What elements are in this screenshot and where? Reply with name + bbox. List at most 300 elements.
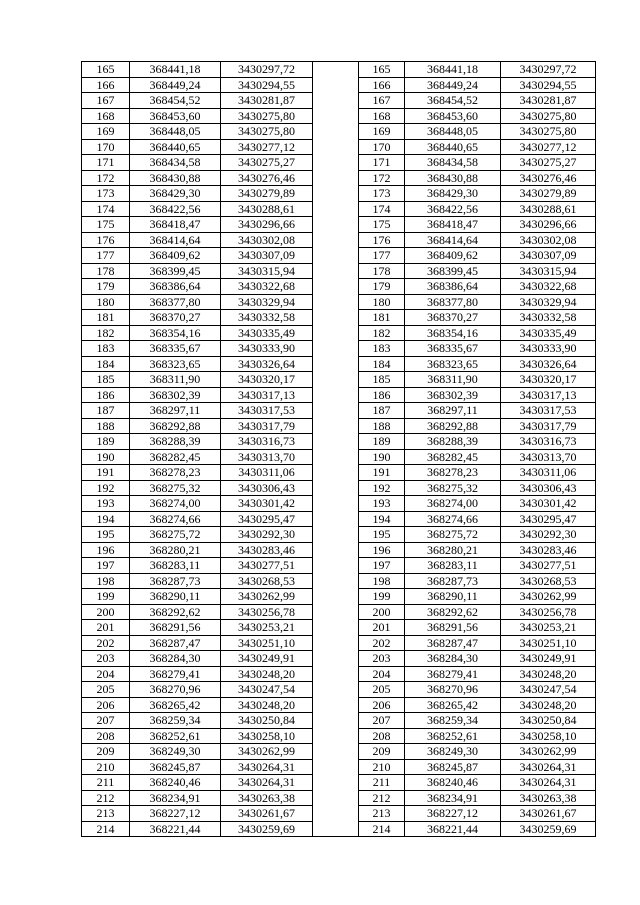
right-x-coordinate-cell: 368311,90 (405, 372, 501, 388)
right-y-coordinate-cell: 3430294,55 (501, 77, 596, 93)
left-y-coordinate-cell: 3430288,61 (221, 201, 313, 217)
table-row (82, 713, 596, 729)
left-y-coordinate-cell: 3430281,87 (221, 93, 313, 109)
column-gap (313, 527, 359, 543)
right-y-coordinate-cell: 3430268,53 (501, 573, 596, 589)
right-x-coordinate-cell: 368275,72 (405, 527, 501, 543)
left-point-number-cell: 205 (82, 682, 130, 698)
right-point-number-cell: 195 (359, 527, 405, 543)
right-x-coordinate-cell: 368284,30 (405, 651, 501, 667)
left-point-number-cell: 192 (82, 480, 130, 496)
left-x-coordinate-cell: 368454,52 (130, 93, 221, 109)
left-x-coordinate-cell: 368283,11 (130, 558, 221, 574)
left-x-coordinate-cell: 368249,30 (130, 744, 221, 760)
left-point-number-cell: 166 (82, 77, 130, 93)
table-row (82, 573, 596, 589)
table-row (82, 558, 596, 574)
left-point-number-cell: 201 (82, 620, 130, 636)
table-row (82, 759, 596, 775)
left-x-coordinate-cell: 368434,58 (130, 155, 221, 171)
right-x-coordinate-cell: 368245,87 (405, 759, 501, 775)
left-point-number-cell: 200 (82, 604, 130, 620)
right-x-coordinate-cell: 368297,11 (405, 403, 501, 419)
column-gap (313, 713, 359, 729)
right-x-coordinate-cell: 368252,61 (405, 728, 501, 744)
right-point-number-cell: 207 (359, 713, 405, 729)
right-x-coordinate-cell: 368434,58 (405, 155, 501, 171)
right-point-number-cell: 200 (359, 604, 405, 620)
column-gap (313, 170, 359, 186)
left-y-coordinate-cell: 3430262,99 (221, 744, 313, 760)
column-gap (313, 604, 359, 620)
table-row (82, 217, 596, 233)
left-x-coordinate-cell: 368448,05 (130, 124, 221, 140)
right-point-number-cell: 206 (359, 697, 405, 713)
left-y-coordinate-cell: 3430332,58 (221, 310, 313, 326)
table-row (82, 418, 596, 434)
right-x-coordinate-cell: 368335,67 (405, 341, 501, 357)
left-x-coordinate-cell: 368414,64 (130, 232, 221, 248)
right-point-number-cell: 208 (359, 728, 405, 744)
left-y-coordinate-cell: 3430335,49 (221, 325, 313, 341)
right-y-coordinate-cell: 3430279,89 (501, 186, 596, 202)
right-x-coordinate-cell: 368291,56 (405, 620, 501, 636)
right-x-coordinate-cell: 368283,11 (405, 558, 501, 574)
table-row (82, 775, 596, 791)
left-point-number-cell: 189 (82, 434, 130, 450)
left-x-coordinate-cell: 368287,73 (130, 573, 221, 589)
column-gap (313, 232, 359, 248)
left-x-coordinate-cell: 368292,88 (130, 418, 221, 434)
right-point-number-cell: 201 (359, 620, 405, 636)
right-point-number-cell: 202 (359, 635, 405, 651)
left-point-number-cell: 182 (82, 325, 130, 341)
column-gap (313, 806, 359, 822)
left-x-coordinate-cell: 368270,96 (130, 682, 221, 698)
column-gap (313, 108, 359, 124)
left-y-coordinate-cell: 3430315,94 (221, 263, 313, 279)
table-row (82, 124, 596, 140)
right-y-coordinate-cell: 3430322,68 (501, 279, 596, 295)
right-y-coordinate-cell: 3430275,27 (501, 155, 596, 171)
left-x-coordinate-cell: 368280,21 (130, 542, 221, 558)
right-y-coordinate-cell: 3430264,31 (501, 759, 596, 775)
column-gap (313, 77, 359, 93)
right-y-coordinate-cell: 3430262,99 (501, 744, 596, 760)
left-y-coordinate-cell: 3430295,47 (221, 511, 313, 527)
left-point-number-cell: 202 (82, 635, 130, 651)
left-point-number-cell: 206 (82, 697, 130, 713)
table-row (82, 387, 596, 403)
left-y-coordinate-cell: 3430316,73 (221, 434, 313, 450)
left-x-coordinate-cell: 368274,66 (130, 511, 221, 527)
right-y-coordinate-cell: 3430248,20 (501, 697, 596, 713)
column-gap (313, 356, 359, 372)
right-x-coordinate-cell: 368290,11 (405, 589, 501, 605)
right-point-number-cell: 168 (359, 108, 405, 124)
left-point-number-cell: 172 (82, 170, 130, 186)
right-point-number-cell: 174 (359, 201, 405, 217)
right-x-coordinate-cell: 368430,88 (405, 170, 501, 186)
left-y-coordinate-cell: 3430277,51 (221, 558, 313, 574)
left-x-coordinate-cell: 368409,62 (130, 248, 221, 264)
left-x-coordinate-cell: 368453,60 (130, 108, 221, 124)
right-point-number-cell: 192 (359, 480, 405, 496)
right-y-coordinate-cell: 3430275,80 (501, 124, 596, 140)
left-x-coordinate-cell: 368279,41 (130, 666, 221, 682)
left-point-number-cell: 171 (82, 155, 130, 171)
column-gap (313, 635, 359, 651)
right-point-number-cell: 173 (359, 186, 405, 202)
table-row (82, 248, 596, 264)
column-gap (313, 821, 359, 837)
table-row (82, 496, 596, 512)
right-point-number-cell: 186 (359, 387, 405, 403)
right-x-coordinate-cell: 368234,91 (405, 790, 501, 806)
right-x-coordinate-cell: 368422,56 (405, 201, 501, 217)
left-x-coordinate-cell: 368399,45 (130, 263, 221, 279)
right-point-number-cell: 214 (359, 821, 405, 837)
left-point-number-cell: 208 (82, 728, 130, 744)
table-row (82, 403, 596, 419)
column-gap (313, 387, 359, 403)
table-row (82, 155, 596, 171)
table-row (82, 372, 596, 388)
right-y-coordinate-cell: 3430301,42 (501, 496, 596, 512)
left-x-coordinate-cell: 368354,16 (130, 325, 221, 341)
right-x-coordinate-cell: 368323,65 (405, 356, 501, 372)
column-gap (313, 697, 359, 713)
left-point-number-cell: 184 (82, 356, 130, 372)
left-y-coordinate-cell: 3430307,09 (221, 248, 313, 264)
left-x-coordinate-cell: 368335,67 (130, 341, 221, 357)
right-x-coordinate-cell: 368292,88 (405, 418, 501, 434)
left-y-coordinate-cell: 3430313,70 (221, 449, 313, 465)
right-x-coordinate-cell: 368454,52 (405, 93, 501, 109)
right-point-number-cell: 175 (359, 217, 405, 233)
left-y-coordinate-cell: 3430292,30 (221, 527, 313, 543)
right-y-coordinate-cell: 3430317,79 (501, 418, 596, 434)
table-row (82, 449, 596, 465)
table-row (82, 186, 596, 202)
right-point-number-cell: 188 (359, 418, 405, 434)
column-gap (313, 620, 359, 636)
left-x-coordinate-cell: 368287,47 (130, 635, 221, 651)
right-x-coordinate-cell: 368274,66 (405, 511, 501, 527)
right-point-number-cell: 204 (359, 666, 405, 682)
left-point-number-cell: 167 (82, 93, 130, 109)
column-gap (313, 480, 359, 496)
left-y-coordinate-cell: 3430297,72 (221, 62, 313, 78)
table-row (82, 310, 596, 326)
column-gap (313, 263, 359, 279)
right-x-coordinate-cell: 368414,64 (405, 232, 501, 248)
right-x-coordinate-cell: 368409,62 (405, 248, 501, 264)
table-row (82, 356, 596, 372)
right-x-coordinate-cell: 368280,21 (405, 542, 501, 558)
right-point-number-cell: 187 (359, 403, 405, 419)
column-gap (313, 279, 359, 295)
left-x-coordinate-cell: 368290,11 (130, 589, 221, 605)
right-point-number-cell: 189 (359, 434, 405, 450)
table-row (82, 139, 596, 155)
right-y-coordinate-cell: 3430253,21 (501, 620, 596, 636)
column-gap (313, 217, 359, 233)
left-point-number-cell: 187 (82, 403, 130, 419)
column-gap (313, 558, 359, 574)
table-row (82, 635, 596, 651)
left-point-number-cell: 169 (82, 124, 130, 140)
left-x-coordinate-cell: 368323,65 (130, 356, 221, 372)
right-x-coordinate-cell: 368292,62 (405, 604, 501, 620)
right-point-number-cell: 191 (359, 465, 405, 481)
left-point-number-cell: 209 (82, 744, 130, 760)
left-point-number-cell: 165 (82, 62, 130, 78)
right-y-coordinate-cell: 3430306,43 (501, 480, 596, 496)
table-row (82, 77, 596, 93)
left-point-number-cell: 186 (82, 387, 130, 403)
table-row (82, 62, 596, 78)
right-x-coordinate-cell: 368240,46 (405, 775, 501, 791)
right-y-coordinate-cell: 3430317,53 (501, 403, 596, 419)
right-x-coordinate-cell: 368377,80 (405, 294, 501, 310)
column-gap (313, 434, 359, 450)
table-row (82, 294, 596, 310)
left-y-coordinate-cell: 3430301,42 (221, 496, 313, 512)
left-point-number-cell: 193 (82, 496, 130, 512)
table-row (82, 232, 596, 248)
column-gap (313, 372, 359, 388)
left-point-number-cell: 212 (82, 790, 130, 806)
right-x-coordinate-cell: 368354,16 (405, 325, 501, 341)
left-y-coordinate-cell: 3430317,79 (221, 418, 313, 434)
right-point-number-cell: 203 (359, 651, 405, 667)
left-point-number-cell: 180 (82, 294, 130, 310)
left-x-coordinate-cell: 368386,64 (130, 279, 221, 295)
column-gap (313, 511, 359, 527)
left-x-coordinate-cell: 368288,39 (130, 434, 221, 450)
right-x-coordinate-cell: 368282,45 (405, 449, 501, 465)
left-y-coordinate-cell: 3430251,10 (221, 635, 313, 651)
column-gap (313, 775, 359, 791)
left-y-coordinate-cell: 3430283,46 (221, 542, 313, 558)
right-point-number-cell: 172 (359, 170, 405, 186)
left-x-coordinate-cell: 368275,32 (130, 480, 221, 496)
right-x-coordinate-cell: 368370,27 (405, 310, 501, 326)
column-gap (313, 139, 359, 155)
table-row (82, 728, 596, 744)
left-point-number-cell: 204 (82, 666, 130, 682)
right-y-coordinate-cell: 3430277,12 (501, 139, 596, 155)
column-gap (313, 465, 359, 481)
right-y-coordinate-cell: 3430281,87 (501, 93, 596, 109)
left-x-coordinate-cell: 368418,47 (130, 217, 221, 233)
right-y-coordinate-cell: 3430333,90 (501, 341, 596, 357)
table-row (82, 325, 596, 341)
left-point-number-cell: 197 (82, 558, 130, 574)
table-row (82, 480, 596, 496)
left-point-number-cell: 175 (82, 217, 130, 233)
column-gap (313, 496, 359, 512)
column-gap (313, 790, 359, 806)
table-row (82, 170, 596, 186)
left-point-number-cell: 203 (82, 651, 130, 667)
table-row (82, 201, 596, 217)
column-gap (313, 124, 359, 140)
column-gap (313, 325, 359, 341)
right-x-coordinate-cell: 368418,47 (405, 217, 501, 233)
right-y-coordinate-cell: 3430332,58 (501, 310, 596, 326)
left-point-number-cell: 196 (82, 542, 130, 558)
table-row (82, 589, 596, 605)
column-gap (313, 248, 359, 264)
table-row (82, 790, 596, 806)
right-y-coordinate-cell: 3430249,91 (501, 651, 596, 667)
left-y-coordinate-cell: 3430248,20 (221, 666, 313, 682)
left-point-number-cell: 176 (82, 232, 130, 248)
left-point-number-cell: 170 (82, 139, 130, 155)
right-y-coordinate-cell: 3430247,54 (501, 682, 596, 698)
left-y-coordinate-cell: 3430277,12 (221, 139, 313, 155)
left-x-coordinate-cell: 368311,90 (130, 372, 221, 388)
left-point-number-cell: 194 (82, 511, 130, 527)
right-x-coordinate-cell: 368287,47 (405, 635, 501, 651)
right-x-coordinate-cell: 368259,34 (405, 713, 501, 729)
left-point-number-cell: 210 (82, 759, 130, 775)
left-y-coordinate-cell: 3430329,94 (221, 294, 313, 310)
right-point-number-cell: 177 (359, 248, 405, 264)
right-y-coordinate-cell: 3430251,10 (501, 635, 596, 651)
column-gap (313, 294, 359, 310)
left-x-coordinate-cell: 368252,61 (130, 728, 221, 744)
right-y-coordinate-cell: 3430259,69 (501, 821, 596, 837)
left-point-number-cell: 183 (82, 341, 130, 357)
left-x-coordinate-cell: 368430,88 (130, 170, 221, 186)
right-y-coordinate-cell: 3430292,30 (501, 527, 596, 543)
left-point-number-cell: 185 (82, 372, 130, 388)
column-gap (313, 728, 359, 744)
right-x-coordinate-cell: 368440,65 (405, 139, 501, 155)
left-point-number-cell: 178 (82, 263, 130, 279)
column-gap (313, 651, 359, 667)
right-point-number-cell: 179 (359, 279, 405, 295)
table-row (82, 108, 596, 124)
left-x-coordinate-cell: 368291,56 (130, 620, 221, 636)
left-y-coordinate-cell: 3430317,53 (221, 403, 313, 419)
left-y-coordinate-cell: 3430275,80 (221, 108, 313, 124)
left-y-coordinate-cell: 3430249,91 (221, 651, 313, 667)
right-y-coordinate-cell: 3430261,67 (501, 806, 596, 822)
table-row (82, 511, 596, 527)
table-row (82, 744, 596, 760)
left-x-coordinate-cell: 368245,87 (130, 759, 221, 775)
right-point-number-cell: 185 (359, 372, 405, 388)
left-x-coordinate-cell: 368449,24 (130, 77, 221, 93)
left-y-coordinate-cell: 3430248,20 (221, 697, 313, 713)
left-y-coordinate-cell: 3430253,21 (221, 620, 313, 636)
right-point-number-cell: 178 (359, 263, 405, 279)
table-row (82, 434, 596, 450)
right-x-coordinate-cell: 368270,96 (405, 682, 501, 698)
left-x-coordinate-cell: 368275,72 (130, 527, 221, 543)
right-y-coordinate-cell: 3430283,46 (501, 542, 596, 558)
column-gap (313, 62, 359, 78)
left-x-coordinate-cell: 368441,18 (130, 62, 221, 78)
right-point-number-cell: 194 (359, 511, 405, 527)
right-y-coordinate-cell: 3430297,72 (501, 62, 596, 78)
right-y-coordinate-cell: 3430320,17 (501, 372, 596, 388)
right-point-number-cell: 169 (359, 124, 405, 140)
left-point-number-cell: 190 (82, 449, 130, 465)
right-point-number-cell: 170 (359, 139, 405, 155)
right-y-coordinate-cell: 3430311,06 (501, 465, 596, 481)
right-point-number-cell: 205 (359, 682, 405, 698)
column-gap (313, 573, 359, 589)
right-point-number-cell: 209 (359, 744, 405, 760)
right-x-coordinate-cell: 368448,05 (405, 124, 501, 140)
left-x-coordinate-cell: 368377,80 (130, 294, 221, 310)
right-y-coordinate-cell: 3430317,13 (501, 387, 596, 403)
column-gap (313, 93, 359, 109)
right-y-coordinate-cell: 3430258,10 (501, 728, 596, 744)
left-y-coordinate-cell: 3430322,68 (221, 279, 313, 295)
right-y-coordinate-cell: 3430295,47 (501, 511, 596, 527)
left-y-coordinate-cell: 3430333,90 (221, 341, 313, 357)
left-y-coordinate-cell: 3430296,66 (221, 217, 313, 233)
coordinates-table (81, 61, 596, 837)
right-x-coordinate-cell: 368221,44 (405, 821, 501, 837)
right-y-coordinate-cell: 3430326,64 (501, 356, 596, 372)
left-x-coordinate-cell: 368429,30 (130, 186, 221, 202)
table-row (82, 682, 596, 698)
column-gap (313, 744, 359, 760)
left-x-coordinate-cell: 368302,39 (130, 387, 221, 403)
right-point-number-cell: 180 (359, 294, 405, 310)
left-y-coordinate-cell: 3430320,17 (221, 372, 313, 388)
right-y-coordinate-cell: 3430248,20 (501, 666, 596, 682)
right-x-coordinate-cell: 368249,30 (405, 744, 501, 760)
left-y-coordinate-cell: 3430247,54 (221, 682, 313, 698)
right-y-coordinate-cell: 3430277,51 (501, 558, 596, 574)
right-point-number-cell: 176 (359, 232, 405, 248)
right-y-coordinate-cell: 3430329,94 (501, 294, 596, 310)
table-row (82, 279, 596, 295)
right-point-number-cell: 193 (359, 496, 405, 512)
left-y-coordinate-cell: 3430326,64 (221, 356, 313, 372)
table-row (82, 697, 596, 713)
column-gap (313, 666, 359, 682)
right-y-coordinate-cell: 3430250,84 (501, 713, 596, 729)
right-x-coordinate-cell: 368265,42 (405, 697, 501, 713)
left-y-coordinate-cell: 3430306,43 (221, 480, 313, 496)
right-y-coordinate-cell: 3430302,08 (501, 232, 596, 248)
right-point-number-cell: 211 (359, 775, 405, 791)
right-y-coordinate-cell: 3430275,80 (501, 108, 596, 124)
column-gap (313, 449, 359, 465)
left-point-number-cell: 177 (82, 248, 130, 264)
table-row (82, 651, 596, 667)
right-y-coordinate-cell: 3430307,09 (501, 248, 596, 264)
right-x-coordinate-cell: 368453,60 (405, 108, 501, 124)
left-y-coordinate-cell: 3430317,13 (221, 387, 313, 403)
right-x-coordinate-cell: 368227,12 (405, 806, 501, 822)
left-x-coordinate-cell: 368422,56 (130, 201, 221, 217)
right-x-coordinate-cell: 368449,24 (405, 77, 501, 93)
table-row (82, 604, 596, 620)
right-x-coordinate-cell: 368429,30 (405, 186, 501, 202)
right-point-number-cell: 199 (359, 589, 405, 605)
table-row (82, 465, 596, 481)
